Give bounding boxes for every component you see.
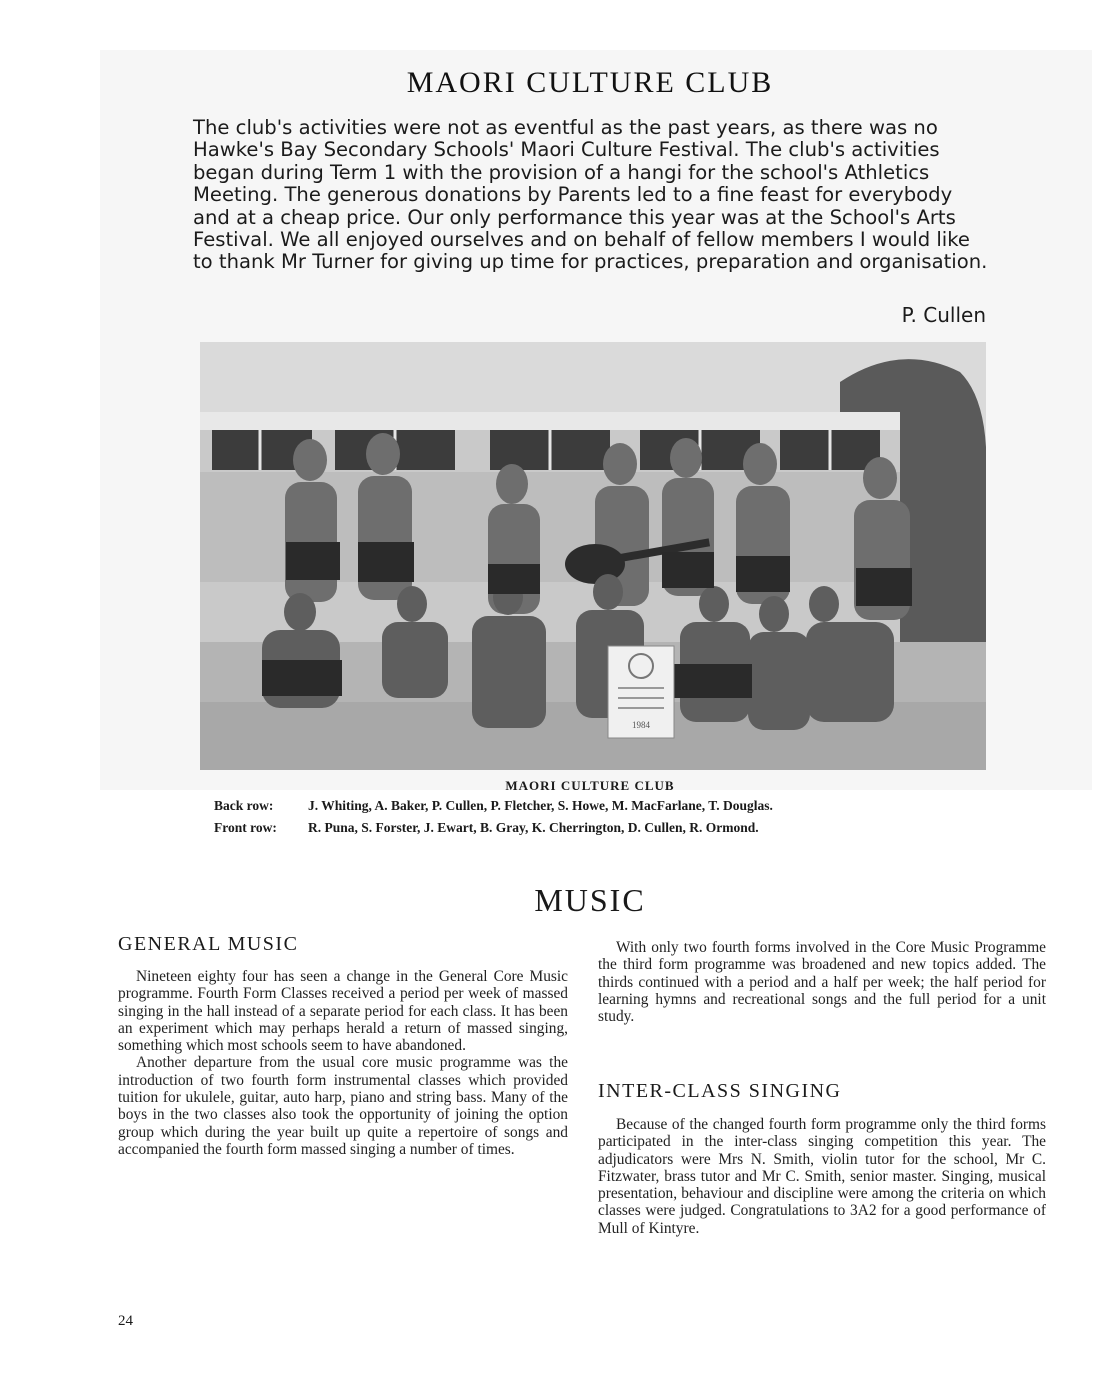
group-photo-illustration (200, 342, 986, 770)
inter-class-singing-paragraph: Because of the changed fourth form programme only the third forms participated in the inter-class singing competition this year. The adjudicators were Mrs N. Smith, violin tutor for the school, Mr C. Fitzwater, brass tutor and Mr C. Smith, senior master. Singing, musical presentation, behaviour and discipline were among the criteria on which classes were judged. Congratulations to 3A2 for a good performance of Mull of Kintyre. (598, 1116, 1046, 1237)
inter-class-singing-text (598, 1116, 1046, 1237)
inter-class-singing-heading: INTER-CLASS SINGING (598, 1080, 842, 1102)
page-number: 24 (118, 1313, 133, 1329)
general-music-paragraph-1: Nineteen eighty four has seen a change in the General Core Music programme. Fourth Form Classes received a period per week of massed singing in the hall instead of a separate period for each class. It has been an experiment which may perhaps herald a return of massed singing, something which most schools seem to have abandoned. (118, 968, 568, 1055)
sign-year: 1984 (632, 720, 650, 730)
core-music-paragraph: With only two fourth forms involved in the Core Music Programme the third form programme was broadened and new topics added. The thirds continued with a period and a half per week; the half period for learning hymns and recreational songs and the full period for a unit study. (598, 939, 1046, 1026)
music-title: MUSIC (534, 882, 646, 918)
club-signature: P. Cullen (901, 303, 986, 327)
caption-back-row (214, 798, 773, 814)
caption-front-label: Front row: (214, 820, 277, 835)
club-body-text: The club's activities were not as eventful as the past years, as there was no Hawke's Bay Secondary Schools' Maori Culture Festival. The club's activities began during Term 1 with the provision of a hangi for the school's Athletics Meeting. The generous donations by Parents led to a fine feast for everybody and at a cheap price. Our only performance this year was at the School's Arts Festival. We all enjoyed ourselves and on behalf of fellow members I would like to thank Mr Turner for giving up time for practices, preparation and organisation. (193, 116, 988, 274)
club-group-photo (200, 342, 986, 770)
caption-front-row (214, 820, 759, 836)
general-music-paragraph-2: Another departure from the usual core music programme was the introduction of two fourth form instrumental classes which provided tuition for ukulele, guitar, auto harp, piano and string bass. Many of the boys in the two classes also took the opportunity of joining the option group which during the year built up quite a repertoire of songs and accompanied the fourth form massed singing a number of times. (118, 1054, 568, 1158)
general-music-text (118, 968, 568, 1158)
core-music-text (598, 939, 1046, 1025)
caption-back-label: Back row: (214, 798, 274, 813)
caption-title: MAORI CULTURE CLUB (505, 778, 675, 793)
general-music-heading: GENERAL MUSIC (118, 933, 299, 955)
caption-back-names: J. Whiting, A. Baker, P. Cullen, P. Fletcher, S. Howe, M. MacFarlane, T. Douglas. (308, 798, 773, 813)
club-title: MAORI CULTURE CLUB (406, 66, 774, 99)
caption-front-names: R. Puna, S. Forster, J. Ewart, B. Gray, K. Cherrington, D. Cullen, R. Ormond. (308, 820, 759, 835)
